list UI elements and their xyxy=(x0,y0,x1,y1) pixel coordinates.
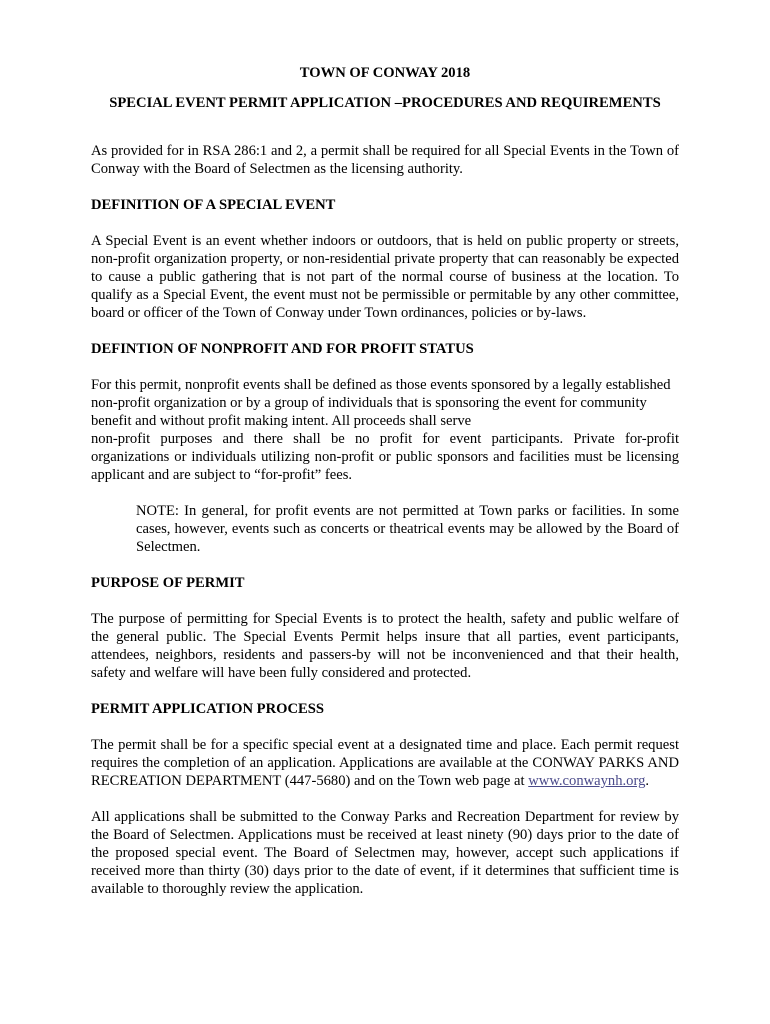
document-title: TOWN OF CONWAY 2018 xyxy=(299,65,471,81)
document-subtitle: SPECIAL EVENT PERMIT APPLICATION –PROCEDURES AND REQUIREMENTS xyxy=(109,95,661,111)
town-website-link[interactable]: www.conwaynh.org xyxy=(528,773,646,789)
nonprofit-note: NOTE: In general, for profit events are not permitted at Town parks or facilities. In some cases, however, events such as concerts or theatrical events may be allowed by the Board of Selectmen. xyxy=(136,503,679,555)
definition-heading: DEFINITION OF A SPECIAL EVENT xyxy=(91,197,336,213)
process-heading: PERMIT APPLICATION PROCESS xyxy=(91,701,324,717)
process-paragraph-1-end: . xyxy=(645,773,650,789)
purpose-paragraph: The purpose of permitting for Special Events is to protect the health, safety and public welfare of the general public. The Special Events Permit helps insure that all parties, event participants, attendees, neighbors, residents and passers-by will not be inconvenienced and that their health, safety and welfare will have been fully considered and protected. xyxy=(91,611,679,681)
process-paragraph-1-text: The permit shall be for a specific special event at a designated time and place. Each permit request requires the completion of an application. Applications are available at the CONWAY PARKS AND RECREATION DEPARTMENT (447-5680) and on the Town web page at xyxy=(91,737,679,789)
nonprofit-paragraph-part2: non-profit purposes and there shall be no profit for event participants. Private for-profit organizations or individuals utilizing non-profit or public sponsors and facilities must be licensing applicant and are subject to “for-profit” fees. xyxy=(91,431,679,483)
nonprofit-paragraph xyxy=(91,376,679,484)
intro-paragraph: As provided for in RSA 286:1 and 2, a permit shall be required for all Special Events in the Town of Conway with the Board of Selectmen as the licensing authority. xyxy=(91,143,679,177)
process-paragraph-1 xyxy=(91,736,679,790)
purpose-heading: PURPOSE OF PERMIT xyxy=(91,575,245,591)
nonprofit-heading: DEFINTION OF NONPROFIT AND FOR PROFIT STATUS xyxy=(91,341,474,357)
process-paragraph-2: All applications shall be submitted to the Conway Parks and Recreation Department for review by the Board of Selectmen. Applications must be received at least ninety (90) days prior to the date of the proposed special event. The Board of Selectmen may, however, accept such applications if received more than thirty (30) days prior to the date of event, if it determines that sufficient time is available to thoroughly review the application. xyxy=(91,809,679,897)
definition-paragraph: A Special Event is an event whether indoors or outdoors, that is held on public property or streets, non-profit organization property, or non-residential private property that can reasonably be expected to cause a public gathering that is not part of the normal course of business at the location. To qualify as a Special Event, the event must not be permissible or permitable by any other committee, board or officer of the Town of Conway under Town ordinances, policies or by-laws. xyxy=(91,233,679,321)
nonprofit-paragraph-part1: For this permit, nonprofit events shall be defined as those events sponsored by a legally established non-profit organization or by a group of individuals that is sponsoring the event for community benefit and without profit making intent. All proceeds shall serve xyxy=(91,377,671,429)
